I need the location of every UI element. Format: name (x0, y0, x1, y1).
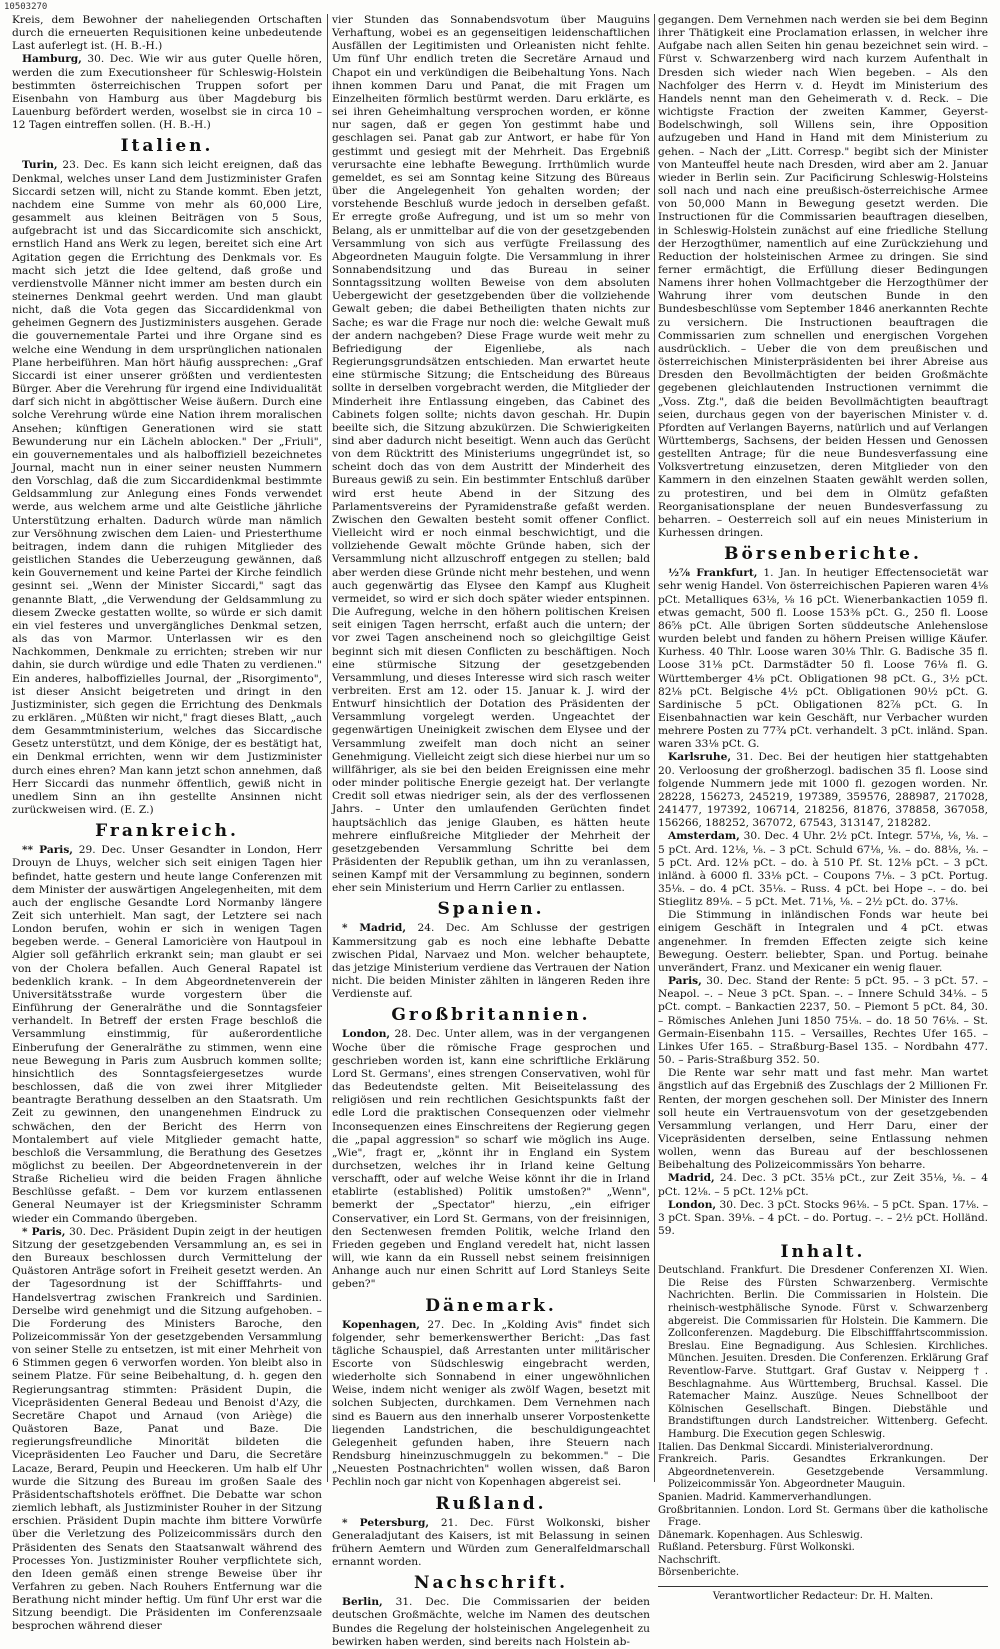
article-paragraph (658, 975, 988, 1067)
toc-entry: Deutschland. Frankfurt. Die Dresdener Conferenzen XI. Wien. Die Reise des Fürsten Schwarzenberg. Vermischte Nachrichten. Berlin. Die Commissarien in Holstein. Die rheinisch-westphälische Synode. Fürst v. Schwarzenberg abgereist. Die Commissarien für Holstein. Die Kammern. Die Zollconferenzen. Magdeburg. Die Elbschifffahrtscommission. Breslau. Eine Begnadigung. Aus Schlesien. Kirchliches. München. Jesuiten. Dresden. Die Conferenzen. Erklärung Graf Reventlow-Farve. Stuttgart. Graf Gustav v. Neipperg †. Beschlagnahme. Aus Württemberg, Bruchsal. Kassel. Die Ratemacher Mainz. Auszüge. Neues Schnellboot der Kölnischen Gesellschaft. Bingen. Diebstähle und Brandstiftungen durch Landstreicher. Wittenberg. Gefecht. Hamburg. Die Execution gegen Schleswig. (658, 1265, 988, 1440)
article-paragraph (658, 1172, 988, 1198)
article-text: 30. Dec. 3 pCt. Stocks 96⅛. – 5 pCt. Span. 17⅛. – 3 pCt. Span. 39⅛. – 4 pCt. – do. Portug. –. – 2½ pCt. Holländ. 59. (658, 1198, 988, 1238)
toc-entry: Frankreich. Paris. Gesandtes Erkrankungen. Der Abgeordnetenverein. Gesetzgebende Versammlung. Polizeicommissär Yon. Abgeordneter Mauguin. (658, 1454, 988, 1491)
article-paragraph: vier Stunden das Sonnabendsvotum über Mauguins Verhaftung, wobei es an gegenseitigen leidenschaftlichen Ausfällen der Legitimisten und Orleanisten nicht fehlte. Um fünf Uhr endlich treten die Secretäre Arnaud und Chapot ein und verkündigen die Beibehaltung Yons. Nach ihnen kommen Daru und Panat, die mit Fragen um Einzelheiten förmlich bestürmt werden. Daru erklärte, es sei ihren Geheimhaltung versprochen worden, er könne nur sagen, daß er gegen Yon gestimmt habe und geschlagen sei. Panat gab zur Antwort, er habe für Yon gestimmt und gesiegt mit der Mehrheit. Das Ergebniß verursachte eine lebhafte Bewegung. Irrthümlich wurde gemeldet, es sei am Sonntag keine Sitzung des Büreaus über die Angelegenheit Yon gehalten worden; der vorstehende Beschluß wurde jedoch in derselben gefaßt. Er erregte große Aufregung, und ist um so mehr von Belang, als er unmittelbar auf die von der gesetzgebenden Versammlung von sich aus verfügte Freilassung des Abgeordneten Mauguin folgte. Die Versammlung in ihrer Sonnabendsitzung und das Bureau in seiner Sonntagssitzung wollten Beweise von dem absoluten Uebergewicht der gesetzgebenden über die vollziehende Gewalt geben; die dabei Betheiligten thaten nichts zur Sache; es war die Frage nur noch die: welche Gewalt muß der andern nachgeben? Diese Frage wurde weit mehr zu Befriedigung der Eigenliebe, als nach Regierungsgrundsätzen entschieden. Man erwartet heute eine stürmische Sitzung; die Entscheidung des Büreaus sollte in derselben vorgebracht werden, die Mitglieder der Minderheit ihre Entlassung eingeben, das Cabinet des Cabinets folgen sollte; nichts davon geschah. Hr. Dupin beeilte sich, die Sitzung abzukürzen. Die Schwierigkeiten sind aber dadurch nicht beseitigt. Wenn auch das Gerücht von dem Rücktritt des Ministeriums ungegründet ist, so scheint doch das von dem Austritt der Minderheit des Bureaus gewiß zu sein. Ein bestimmter Entschluß darüber wird erst heute Abend in der Sitzung des Parlamentsvereins der Pyramidenstraße gefaßt werden. Zwischen den Gewalten besteht somit offener Conflict. Vielleicht wird er noch einmal beschwichtigt, und die vollziehende Gewalt möchte Gründe haben, sich der Versammlung nicht allzuschroff entgegen zu stellen; bald aber werden diese Gründe nicht mehr bestehen, und wenn auch gegenwärtig das Elysee den Kampf aus Klugheit vermeidet, so wird er sich doch später wieder entspinnen. Die Aufregung, welche in den höhern politischen Kreisen seit einigen Tagen herrscht, erfaßt auch die untern; der vor zwei Tagen anscheinend noch so gleichgiltige Geist beginnt sich mit diesen Conflicten zu beschäftigen. Noch eine stürmische Sitzung der gesetzgebenden Versammlung, und dieses Interesse wird sich rasch weiter verbreiten. Erst am 12. oder 15. Januar k. J. wird der Entwurf hinsichtlich der Dotation des Präsidenten der Versammlung vorgelegt werden. Ungeachtet der gegenwärtigen Uneinigkeit zwischen dem Elysee und der Versammlung zweifelt man doch nicht an seiner Genehmigung. Vielleicht zeigt sich diese hierbei nur um so willfähriger, als sie bei den beiden Ereignissen eine mehr oder minder politische Energie gezeigt hat. Der verlangte Credit soll etwas niedriger sein, als der des verflossenen Jahrs. – Unter den umlaufenden Gerüchten findet hauptsächlich das jenige Glauben, es hätten heute mehrere einflußreiche Mitglieder der Mehrheit der gesetzgebenden Versammlung Schritte bei dem Präsidenten der Republik gethan, um ihn zu veranlassen, seinen Kampf mit der Versammlung zu beginnen, sondern eher sein Ministerium und Herrn Carlier zu entlassen. (332, 14, 650, 895)
article-paragraph (332, 922, 650, 1001)
article-paragraph (332, 1517, 650, 1570)
table-of-contents (658, 1265, 988, 1580)
section-heading-daenemark: Dänemark. (425, 1295, 557, 1316)
dateline: * Petersburg, (342, 1516, 430, 1529)
article-text: 21. Dec. Fürst Wolkonski, bisher Generaladjutant des Kaisers, ist mit Belassung in seinen frühern Aemtern und Würden zum Generalfeldmarschall ernannt worden. (332, 1516, 650, 1569)
editor-signature: Verantwortlicher Redacteur: Dr. H. Malten. (658, 1586, 988, 1603)
dateline: Kopenhagen, (342, 1318, 420, 1331)
article-paragraph (658, 830, 988, 909)
article-paragraph: Die Stimmung in inländischen Fonds war heute bei einigem Geschäft in Integralen und 4 pCt. etwas angenehmer. In fremden Effecten zeigte sich keine Bewegung. Oesterr. beliebter, Span. und Portug. beinahe unverändert, Franz. und Mexicaner ein wenig flauer. (658, 909, 988, 974)
section-heading-grossbritannien: Großbritannien. (391, 1005, 591, 1026)
section-heading-spanien: Spanien. (437, 899, 545, 920)
dateline: London, (342, 1028, 391, 1041)
article-paragraph (12, 53, 322, 132)
article-text: 28. Dec. Unter allem, was in der vergangenen Woche über die römische Frage gesprochen und geschrieben worden ist, kann eine schriftliche Erklärung Lord St. Germans', eines strengen Conservativen, wohl für das Bedeutendste gelten. Mit Beiseitelassung des religiösen und rein rechtlichen Gesichtspunkts faßt der edle Lord die praktischen Consequenzen oder vielmehr Inconsequenzen eines Einschreitens der Regierung gegen die „papal aggression" so scharf wie möglich ins Auge. „Wie", fragt er, „könnt ihr in England ein System durchsetzen, welches ihr in Irland keine Geltung verschafft, oder auf welche Weise könnt ihr die in Irland etablirte (established) Politik umstoßen?" „Wenn", bemerkt der „Spectator" hierzu, „ein eifriger Conservativer, ein Lord St. Germans, von der freisinnigen, den Sectenwesen fremden Politik, welche Irland den Frieden gegeben und England veredelt hat, nicht lassen will, wie kann da ein Russell nebst seinem freisinnigen Anhange auch nur einen Schritt auf Lord Stanleys Seite geben?" (332, 1028, 651, 1291)
section-heading-nachschrift: Nachschrift. (413, 1573, 569, 1594)
article-paragraph (332, 1028, 650, 1291)
toc-entry: Rußland. Petersburg. Fürst Wolkonski. (658, 1542, 855, 1554)
article-paragraph (658, 1199, 988, 1238)
article-paragraph (332, 1319, 650, 1490)
article-paragraph (332, 1596, 650, 1649)
dateline: Berlin, (342, 1596, 383, 1609)
dateline: ** Paris, (22, 844, 73, 857)
reference-number: 10503270 (4, 2, 48, 12)
column-3 (658, 14, 989, 1603)
article-text: 31. Dec. Bei der heutigen hier stattgehabten 20. Verloosung der großherzogl. badischen 35 fl. Loose sind folgende Nummern jede mit 1000 fl. gezogen worden. Nr. 28228, 156273, 245219, 197389, 359576, 288987, 217028, 241477, 197392, 106714, 218256, 81876, 378858, 367058, 156266, 188252, 367072, 67543, 313147, 218282. (658, 751, 988, 830)
column-rule (327, 14, 328, 1482)
article-paragraph (658, 751, 988, 830)
dateline: London, (668, 1198, 717, 1211)
column-2 (332, 14, 651, 1648)
article-paragraph: Die Rente war sehr matt und fast mehr. Man wartet ängstlich auf das Ergebniß des Zuschlags der 2 Millionen Fr. Renten, der morgen geschehen soll. Der Minister des Innern soll heute ein Vertrauensvotum von der gesetzgebenden Versammlung verlangen, und Herr Daru, einer der Vicepräsidenten derselben, seine Entlassung nehmen wollen, wenn das Bureau auf der beschlossenen Beibehaltung des Polizeicommissärs Yon beharre. (658, 1067, 988, 1172)
dateline: ½⅞ Frankfurt, (668, 567, 758, 580)
dateline: Hamburg, (22, 53, 82, 66)
toc-entry: Dänemark. Kopenhagen. Aus Schleswig. (658, 1529, 863, 1541)
article-paragraph (658, 567, 988, 751)
article-paragraph: gegangen. Dem Vernehmen nach werden sie bei dem Beginn ihrer Thätigkeit eine Proclamation erlassen, in welcher ihre Aufgabe nach allen Seiten hin genau bezeichnet sein wird. – Fürst v. Schwarzenberg wird nach kurzem Aufenthalt in Dresden sich wieder nach Wien begeben. – Als den Nachfolger des Herrn v. d. Heydt im Ministerium des Handels nennt man den Geheimerath v. d. Reck. – Die wichtigste Fraction der zweiten Kammer, Geyerst-Bodelschwingh, soll Willens sein, ihre Opposition aufzugeben und Hand in Hand mit dem Ministerium zu gehen. – Nach der „Litt. Corresp." begibt sich der Minister von Manteuffel heute nach Dresden, wird aber am 2. Januar wieder in Berlin sein. Zur Pacificirung Schleswig-Holsteins soll nach und nach eine preußisch-österreichische Armee von 50,000 Mann in Bewegung gesetzt werden. Die Instructionen für die Commissarien beauftragen dieselben, in Schleswig-Holstein zunächst auf eine friedliche Stellung der Herzogthümer, namentlich auf eine Zurückziehung und Reduction der holsteinischen Armee zu dringen. Sie sind ferner ermächtigt, die Erfüllung dieser Bedingungen Namens ihrer hohen Vollmachtgeber die Herzogthümer der Wahrung ihrer vom deutschen Bunde in den Bundesbeschlüsse vom September 1846 anerkannten Rechte zu versichern. Die Instructionen beauftragen die Commissarien zum schnellen und energischen Vorgehen ausdrücklich. – Ueber die von dem preußischen und österreichischen Ministerpräsidenten bei ihrer Abreise aus Dresden den Bevollmächtigten der beiden Großmächte gegebenen gleichlautenden Instructionen vernimmt die „Voss. Ztg.", daß die beiden Bevollmächtigten beauftragt seien, durchaus gegen von der bayerischen Minister v. d. Pfordten auf Verlangen Bayerns, natürlich und auf Verlangen Württembergs, Sachsens, der beiden Hessen und Genossen gestellten Antrage; für die neue Bundesverfassung eine Volksvertretung einzusetzen, deren Mitglieder von den Kammern in den einzelnen Staaten gewählt werden sollen, zu protestiren, und bei dem in Olmütz gefaßten Reorganisationsplane der neuen Bundesverfassung zu beharren. – Oesterreich soll auf ein neues Ministerium in Kurhessen dringen. (658, 14, 988, 540)
article-text: 31. Dec. Die Commissarien der beiden deutschen Großmächte, welche im Namen des deutschen Bundes die Regelung der holsteinischen Angelegenheit zu bewirken haben werden, sind bereits nach Holstein ab- (332, 1596, 650, 1648)
newspaper-page (12, 14, 990, 1648)
section-heading-italien: Italien. (120, 136, 214, 157)
toc-entry: Italien. Das Denkmal Siccardi. Ministerialverordnung. (658, 1441, 934, 1453)
article-text: 30. Dec. Stand der Rente: 5 pCt. 95. – 3 pCt. 57. – Neapol. –. – Neue 3 pCt. Span. –. – Innere Schuld 34⅛. – 5 pCt. compt. – Bankactien 2237, 50. – Piemont 5 pCt. 84, 30. – Römisches Anlehen Juni 1850 75⅛. – do. 18 50 76⅛. – St. Germain-Eisenbahn 115. – Versailles, Rechtes Ufer 165. – Linkes Ufer 165. – Straßburg-Basel 135. – Nordbahn 477. 50. – Paris-Straßburg 352. 50. (658, 975, 989, 1067)
article-text: 23. Dec. Es kann sich leicht ereignen, daß das Denkmal, welches unser Land dem Justizminister Grafen Siccardi setzen will, nicht zu Stande kommt. Eben jetzt, nachdem eine Summe von mehr als 60,000 Lire, gesammelt aus kleinen Beiträgen von 5 Sous, aufgebracht ist und das Siccardicomite sich anschickt, ernstlich Hand ans Werk zu legen, bereitet sich eine Art Agitation gegen die Errichtung des Denkmals vor. Es macht sich jetzt die Idee geltend, daß große und verdienstvolle Männer nicht immer am besten durch ein steinernes Denkmal geehrt werden. Und man glaubt nicht, daß die Vota gegen das Siccardidenkmal von geheimen Gegnern des Justizministers ausgehen. Gerade die gouvernementale Partei und ihre Organe sind es welche eine Wendung in dem ursprünglichen nationalen Plane herbeiführen. Man hört häufig aussprechen: „Graf Siccardi ist einer unserer größten und verdientesten Bürger. Aber die Verehrung für irgend eine Individualität darf sich nicht in abgöttischer Weise äußern. Durch eine solche Verehrung würde eine Nation ihrem moralischen Ansehen; künftigen Generationen wird sie statt Bewunderung nur ein Lächeln ablocken." Der „Friuli", ein gouvernementales und als halboffiziell bezeichnetes Journal, macht nun in einer seiner neusten Nummern den Vorschlag, daß die zum Siccardidenkmal bestimmte Geldsammlung zur Anlegung eines Fonds verwendet werde, aus welchem arme und alte Geistliche jährliche Unterstützung erhalten. Dadurch würde man nämlich zur Versöhnung zwischen dem Laien- und Priesterthume beitragen, indem dann die ruhigen Mitglieder des geistlichen Standes die Ueberzeugung gewännen, daß kein Gouvernement und keine Partei der Kirche feindlich gesinnt sei. „Wenn der Minister Siccardi," sagt das genannte Blatt, „die Verwendung der Geldsammlung zu diesem Zwecke gestatten wollte, so würde er sich damit ein viel festeres und unvergängliches Denkmal setzen, als das von Marmor. Unterlassen wir es den Nachkommen, Denkmale zu errichten; streben wir nur dahin, sie durch würdige und edle Thaten zu verdienen." Ein anderes, halboffizielles Journal, der „Risorgimento", ist dieser Ansicht beigetreten und dringt in den Justizminister, sich gegen die Errichtung des Denkmals zu erklären. „Müßten wir nicht," fragt dieses Blatt, „auch dem Gesammtministerium, welches das Siccardische Gesetz unterstützt, und dem Könige, der es bestätigt hat, ein Denkmal errichten, wenn wir dem Justizminister durch eines ehren? Man kann jetzt schon annehmen, daß Herr Siccardi das nunmehr öffentlich, gewiß nicht in unedlem Sinn an ihn gestellte Ansinnen nicht zurückweisen wird. (E. Z.) (12, 159, 322, 817)
section-heading-frankreich: Frankreich. (95, 821, 239, 842)
dateline: Turin, (22, 159, 58, 172)
dateline: Paris, (668, 975, 702, 988)
toc-entry: Börsenberichte. (658, 1567, 740, 1579)
toc-entry: Nachschrift. (658, 1554, 721, 1566)
column-rule (654, 14, 655, 1482)
article-paragraph (12, 159, 322, 817)
article-text: 1. Jan. In heutiger Effectensocietät war sehr wenig Handel. Von österreichischen Papieren waren 4⅛ pCt. Metalliques 63⅛, ⅛ 16 pCt. Wienerbankactien 1059 fl. etwas gemacht, 500 fl. Loose 153⅜ pCt. G., 250 fl. Loose 86⅝ pCt. Alle übrigen Sorten süddeutsche Anlehenslose wurden belebt und fanden zu höhern Preisen willige Käufer. Kurhess. 40 Thlr. Loose waren 30⅛ Thlr. G. Badische 35 fl. Loose 31⅛ pCt. Darmstädter 50 fl. Loose 76⅛ fl. G. Württemberger 4⅛ pCt. Obligationen 98 pCt. G., 3½ pCt. 82⅛ pCt. Belgische 4½ pCt. Obligationen 90½ pCt. G. Sardinische 5 pCt. Obligationen 82⅞ pCt. G. In Eisenbahnactien war kein Geschäft, nur Verbacher wurden mehrere Posten zu 77¾ pCt. verhandelt. 3 pCt. inländ. Span. waren 33⅛ pCt. G. (658, 567, 989, 751)
dateline: * Madrid, (342, 922, 407, 935)
article-text: 24. Dec. 3 pCt. 35⅛ pCt., zur Zeit 35⅛, ⅛. – 4 pCt. 12⅛. – 5 pCt. 12⅛ pCt. (658, 1172, 988, 1198)
article-text: 30. Dec. Wie wir aus guter Quelle hören, werden die zum Executionsheer für Schleswig-Holstein bestimmten österreichischen Truppen sofort per Eisenbahn von Hamburg aus über Magdeburg bis Lauenburg befördert werden, woselbst sie in circa 10 – 12 Tagen eintreffen sollen. (H. B.-H.) (12, 53, 323, 132)
article-text: 30. Dec. 4 Uhr. 2½ pCt. Integr. 57⅛, ⅛, ⅛. – 5 pCt. Ard. 12⅛, ⅛. – 3 pCt. Schuld 67⅛, ⅛. – do. 88⅛, ⅛. – 5 pCt. Ard. 12⅛ pCt. – do. à 510 Pf. St. 12⅛ pCt. – 3 pCt. inländ. à 6000 fl. 33⅛ pCt. – Coupons 7⅛. – 3 pCt. Portug. 35⅛. – do. 4 pCt. 35⅛. – Russ. 4 pCt. bei Hope –. – do. bei Stieglitz 89⅛. – 5 pCt. Met. 71⅛, ⅛. – 2½ pCt. do. 37⅛. (658, 830, 988, 909)
section-heading-boersenberichte: Börsenberichte. (724, 544, 922, 565)
article-text: 29. Dec. Unser Gesandter in London, Herr Drouyn de Lhuys, welcher sich seit einigen Tagen hier befindet, hatte gestern und heute lange Conferenzen mit dem Minister der auswärtigen Angelegenheiten, mit dem auch der englische Gesandte Lord Normanby längere Zeit sich unterhielt. Man sagt, der Letztere sei nach London berufen, wohin er sich in wenigen Tagen begeben werde. – General Lamoricière von Hautpoul in Algier soll gefährlich erkrankt sein; man glaubt er sei von der Cholera befallen. Auch General Rapatel ist bedenklich krank. – In dem Abgeordnetenverein der Universitätsstraße wurde vorgestern über die Einführung der Generalräthe und die Sonntagsfeier verhandelt. In Betreff der ersten Frage beschloß die Versammlung einstimmig, für außerordentliche Einberufung der Generalräthe zu stimmen, wenn eine neue Bewegung in Paris zum Ausbruch kommen sollte; hinsichtlich des Sonntagsfeiergesetzes wurde beschlossen, daß die von zwei ihrer Mitglieder beantragte Berathung desselben an den Staatsrath. Um Zeit zu gewinnen, den unangenehmen Eindruck zu schwächen, den der Bericht des Herrn von Montalembert auf viele Mitglieder gemacht hatte, beschloß die Versammlung, die Berathung des Gesetzes möglichst zu beeilen. Der Abgeordnetenverein in der Straße Richelieu wird die beiden Fragen ähnliche Beschlüsse gefaßt. – Dem vor kurzem entlassenen General Neumayer ist der Kriegsminister Schramm wieder ein Commando übergeben. (12, 844, 322, 1225)
dateline: Karlsruhe, (668, 751, 732, 764)
article-text: 24. Dec. Am Schlusse der gestrigen Kammersitzung gab es noch eine lebhafte Debatte zwischen Pidal, Narvaez und Mon. welcher behauptete, das jetzige Ministerium verdiene das Vertrauen der Nation nicht. Die beiden Minister zählten in längeren Reden ihre Verdienste auf. (332, 922, 650, 1001)
dateline: Madrid, (668, 1172, 715, 1185)
section-heading-inhalt: Inhalt. (780, 1242, 866, 1263)
toc-entry: Spanien. Madrid. Kammerverhandlungen. (658, 1491, 872, 1503)
toc-entry: Großbritannien. London. Lord St. Germans über die katholische Frage. (658, 1504, 988, 1529)
section-heading-russland: Rußland. (435, 1493, 547, 1514)
dateline: * Paris, (22, 1225, 66, 1238)
column-1 (12, 14, 323, 1633)
article-text: 30. Dec. Präsident Dupin zeigt in der heutigen Sitzung der gesetzgebenden Versammlung an, es sei in den Bureaux beschlossen durch Vermittelung der Quästoren Anträge sofort in Freiheit gesetzt werden. An der Tagesordnung ist der Schifffahrts- und Handelsvertrag zwischen Frankreich und Sardinien. Derselbe wird genehmigt und die Sitzung aufgehoben. – Die Forderung des Ministers Baroche, den Polizeicommissär Yon der gesetzgebenden Versammlung von seiner Stelle zu entsetzen, ist mit einer Mehrheit von 6 Stimmen gegen 6 verworfen worden. Yon bleibt also in seinem Platze. Für seine Beibehaltung, d. h. gegen den Regierungsantrag stimmten: Präsident Dupin, die Vicepräsidenten General Bedeau und Benoist d'Azy, die Secretäre Chapot und Arnaud (von Ariège) die Quästoren Baze, Panat und Baze. Die regierungsfreundliche Minorität bildeten die Vicepräsidenten Leo Faucher und Daru, die Secretäre Lacaze, Berard, Peupin und Heeckeren. Um halb elf Uhr wurde die Sitzung des Bureau im großen Saale des Präsidentschaftshotels eröffnet. Die Debatte war schon ziemlich lebhaft, als Justizminister Rouher in der Sitzung erschien. Präsident Dupin machte ihm bittere Vorwürfe über die Verletzung des Polizeicommissärs durch den Präsidenten des Senats den Staatsanwalt während des Processes Yon. Justizminister Rouher verpflichtete sich, den Ideen gemäß einen strenge Beweise über ihr Verfahren zu geben. Nach Rouhers Entfernung war die Berathung nicht minder heftig. Um fünf Uhr erst war die Sitzung beendigt. Die Präsidenten im Conferenzsaale besprochen während dieser (12, 1225, 322, 1633)
article-paragraph (12, 1226, 322, 1634)
dateline: Amsterdam, (668, 830, 740, 843)
article-paragraph (12, 844, 322, 1226)
article-paragraph: Kreis, dem Bewohner der naheliegenden Ortschaften durch die erneuerten Requisitionen keine unbedeutende Last auferlegt ist. (H. B.-H.) (12, 14, 322, 53)
article-text: 27. Dec. In „Kolding Avis" findet sich folgender, sehr bemerkenswerther Bericht: „Das fast tägliche Schauspiel, daß Arrestanten unter militärischer Escorte von Südschleswig eingebracht werden, wiederholte sich Sonnabend in einer ungewöhnlichen Weise, indem nicht weniger als zwölf Wagen, besetzt mit solchen Subjecten, durchkamen. Dem Vernehmen nach sind es Bauern aus den innerhalb unserer Vorpostenkette liegenden Landstrichen, die beschuldigungeachtet Gelegenheit gefunden haben, ihre Steuern nach Rendsburg hineinzuschmuggeln zu bekommen." – Die „Neuesten Postnachrichten" wollen wissen, daß Baron Pechlin noch gar nicht von Kopenhagen abgereist sei. (332, 1318, 650, 1489)
